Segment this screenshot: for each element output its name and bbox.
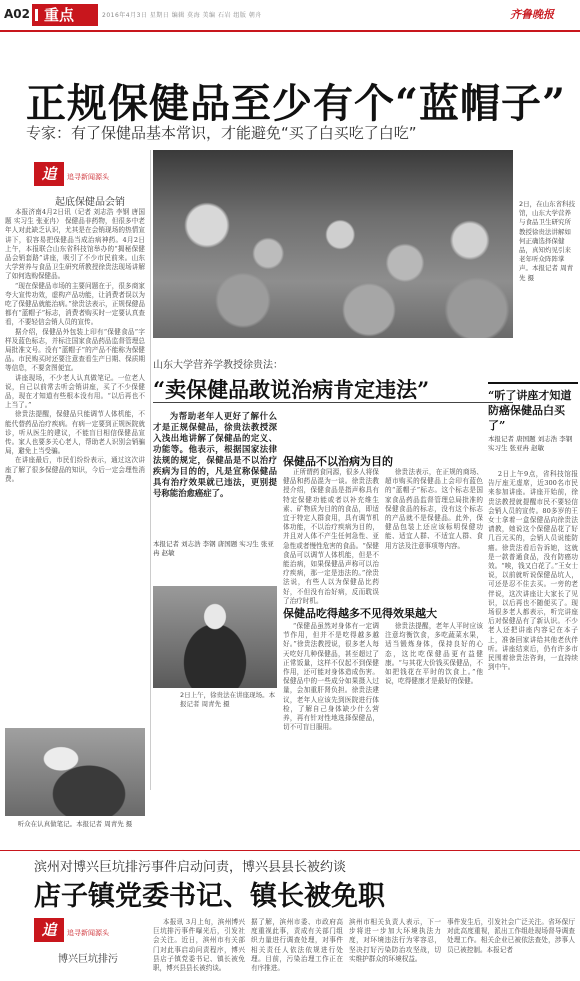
audience-photo-caption: 2日，在山东省科技馆，山东大学营养与食品卫生研究所教授徐贵法讲解如何正确选择保健品，真知灼见引来老年听众阵阵掌声。本报记者 周青先 摄 bbox=[519, 200, 576, 282]
paragraph: “保健品虽然对身体有一定调节作用，但并不是吃得越多越好。”徐贵法教授说，很多老人每天吃好几种保健品，甚至超过了正常饭量，这样不仅起不到保健作用，还可能对身体造成伤害。保健品中的一些成分如果摄入过量，会加重肝肾负担。徐贵法建议，老年人应该先到医院进行体检，了解自己身体缺少什么营养，再有针对性地选择保健品，切不可盲目服用。 bbox=[283, 622, 379, 732]
section-text bbox=[283, 468, 379, 605]
sub-kicker: 山东大学营养学教授徐贵法： bbox=[153, 360, 283, 371]
sub-headline: 专家：有了保健品基本常识，才能避免“买了白买吃了白吃” bbox=[26, 124, 417, 142]
paragraph: 滨州市相关负责人表示，下一步将进一步加大环境执法力度，对环境违法行为零容忍，坚决打好污染防治攻坚战，切实维护群众的环境权益。 bbox=[349, 918, 441, 963]
side-story-text bbox=[488, 470, 578, 840]
section-text bbox=[385, 468, 483, 598]
section-text bbox=[385, 622, 483, 842]
side-story-rule bbox=[488, 382, 578, 384]
section-label: 重点 bbox=[32, 4, 98, 26]
section-title: 保健品不以治病为目的 bbox=[283, 455, 393, 468]
bottom-left-label: 博兴巨坑排污 bbox=[58, 954, 118, 965]
column-divider bbox=[150, 150, 151, 790]
paragraph: 讲座现场，不少老人认真做笔记。一位老人说，自己以前常去听会销讲座，买了不少保健品，现在才知道有些根本没有用。“以后再也不上当了。” bbox=[5, 373, 145, 410]
bottom-headline: 店子镇党委书记、镇长被免职 bbox=[34, 881, 385, 912]
bottom-kicker: 滨州对博兴巨坑排污事件启动问责，博兴县县长被约谈 bbox=[34, 860, 347, 875]
page-number: A02 bbox=[4, 7, 30, 21]
badge-mark: 追 bbox=[34, 162, 64, 186]
paragraph: 2日上午9点，省科技馆报告厅座无虚席，近300名市民来参加讲座。讲座开始前，徐贵法教授就提醒市民不要轻信会销人员的宣传。80多岁的王女士拿着一盒保健品向徐贵法请教，她说这个保健品花了好几百元买的，会销人员说能防癌。徐贵法看后告诉她，这就是一款普通食品，没有防癌功效。“唉，钱又白花了。”王女士说，以前就听说保健品坑人，可还是忍不住去买。一旁的老伴说，这次讲座让大家长了见识，以后再也不随便买了。现场很多老人都表示，听完讲座后对保健品有了新认识。不少老人还把讲座内容记在本子上，准备回家讲给其他老伙伴听。讲座结束后，仍有许多市民围着徐贵法咨询，一直持续到中午。 bbox=[488, 470, 578, 672]
bottom-text bbox=[153, 918, 245, 978]
bottom-text bbox=[251, 918, 343, 978]
speaker-photo-caption: 2日上午，徐贵法在讲座现场。本报记者 周青先 摄 bbox=[180, 691, 276, 709]
paragraph: 正所谓药食同源，很多人将保健品和药品混为一谈。徐贵法教授介绍，保健食品是指声称具有特定保健功能或者以补充维生素、矿物质为目的的食品，即适宜于特定人群食用，具有调节机体功能，不以治疗疾病为目的，并且对人体不产生任何急性、亚急性或者慢性危害的食品。“保健食品可以调节人体机能，但是不能治病，如果保健品声称可以治疗疾病，那一定是违法的。”徐贵法说，有些人以为保健品比药好，不但没有治好病，反而耽误了治疗时机。 bbox=[283, 468, 379, 605]
bottom-story-rule bbox=[0, 850, 580, 851]
main-headline: 正规保健品至少有个“蓝帽子” bbox=[26, 80, 567, 127]
paragraph: 据介绍，保健品外包装上印有“保健食品”字样及蓝色标志，并标注国家食品药品监督管理总局批准文号。没有“蓝帽子”的产品不能称为保健品。市民购买时还要注意查看生产日期、保质期等信息，不要贪图便宜。 bbox=[5, 327, 145, 373]
paragraph: 在讲座最后，市民们纷纷表示，通过这次讲座了解了很多保健品的知识，今后一定会理性消费。 bbox=[5, 456, 145, 483]
badge-text: 追寻新闻源头 bbox=[67, 929, 109, 937]
paragraph: 徐贵法提醒，保健品只能调节人体机能，不能代替药品治疗疾病。有病一定要到正规医院就诊，听从医生的建议，不能盲目相信保健品宣传。家人也要多关心老人，帮助老人识别会销骗局，避免上当受骗。 bbox=[5, 410, 145, 456]
paragraph: 本报济南4月2日讯（记者 刘志浩 李钢 唐国题 实习生 张亚冉） 保健品非药物，但很多中老年人对此缺乏认识，尤其是在会销现场的热情宣讲下，很容易把保健品当成治病神药。4月2日上午，本报联合山东省科技馆举办的“揭秘保健品会销套路”讲座，吸引了不少市民前来。山东大学营养与食品卫生研究所教授徐贵法现场讲解了如何选购保健品。 bbox=[5, 208, 145, 281]
paragraph: 徐贵法表示，在正规的商场、超市购买的保健品上会印有蓝色的“蓝帽子”标志。这个标志是国家食品药品监督管理总局批准的保健食品的标志，没有这个标志的产品就不是保健品。此外，保健品包装上还应该标明保健功能、适宜人群、不适宜人群、食用方法及注意事项等内容。 bbox=[385, 468, 483, 550]
column-badge bbox=[34, 162, 124, 186]
intro-byline: 本报记者 刘志浩 李钢 唐国题 实习生 张亚冉 赵敏 bbox=[153, 540, 274, 557]
intro-text: 为帮助老年人更好了解什么才是正规保健品，徐贵法教授深入浅出地讲解了保健品的定义、功能等。他表示，根据国家法律法规的规定，保健品是不以治疗疾病为目的的，凡是宣称保健品具有治疗效果就已违法，更别提号称能治愈癌症了。 bbox=[153, 411, 277, 498]
elder-photo bbox=[5, 728, 145, 816]
badge-text: 追寻新闻源头 bbox=[67, 173, 109, 181]
sub-headline-rule bbox=[153, 402, 513, 403]
paragraph: “现在保健品市场的主要问题在于，很多商家夸大宣传功效，虚构产品功能，让消费者误以为吃了保健品就能治病。”徐贵法表示，正规保健品都有“蓝帽子”标志，消费者购买时一定要认真查看，不要轻信会销人员的宣传。 bbox=[5, 281, 145, 327]
side-story-byline: 本报记者 唐国题 刘志浩 李钢 实习生 张亚冉 赵敏 bbox=[488, 435, 573, 452]
date-line: 2016年4月3日 星期日 编辑 莫海 美编 石岩 组版 朝舟 bbox=[102, 12, 262, 19]
intro-summary bbox=[153, 411, 277, 499]
paragraph: 据了解，滨州市委、市政府高度重视此事，责成有关部门组织力量进行调查处理，对事件相关责任人依法依规进行处理。目前，污染治理工作正在有序推进。 bbox=[251, 918, 343, 973]
column-kicker: 起底保健品会销 bbox=[55, 197, 125, 208]
newspaper-logo: 齐鲁晚报 bbox=[510, 8, 554, 21]
section-title: 保健品吃得越多不见得效果越大 bbox=[283, 607, 437, 620]
bottom-text bbox=[349, 918, 441, 978]
badge-mark: 追 bbox=[34, 918, 64, 942]
left-article bbox=[5, 208, 145, 722]
section-text bbox=[283, 622, 379, 842]
paragraph: 事件发生后，引发社会广泛关注。省环保厅对此高度重视，派出工作组赴现场督导调查处理工作。相关企业已被依法查处，涉事人员已被控制。本报记者 bbox=[447, 918, 575, 954]
paragraph: 本报讯 3月上旬，滨州博兴巨坑排污事件曝光后，引发社会关注。近日，滨州市有关部门对此事启动问责程序，博兴县店子镇党委书记、镇长被免职，博兴县县长被约谈。 bbox=[153, 918, 245, 973]
bottom-badge bbox=[34, 918, 124, 942]
side-story-headline: “听了讲座才知道防癌保健品白买了” bbox=[488, 389, 572, 432]
paragraph: 徐贵法提醒，老年人平时应该注意均衡饮食，多吃蔬菜水果，适当锻炼身体，保持良好的心态，这比吃保健品更有益健康。“与其花大价钱买保健品，不如把钱花在平时的饮食上。”他说，吃得健康才是最好的保健。 bbox=[385, 622, 483, 686]
sub-story-headline: “卖保健品敢说治病肯定违法” bbox=[153, 377, 430, 402]
audience-photo bbox=[153, 150, 513, 338]
elder-photo-caption: 听众在认真做笔记。本报记者 周青先 摄 bbox=[17, 820, 133, 828]
header-rule bbox=[0, 30, 580, 32]
speaker-photo bbox=[153, 586, 277, 688]
bottom-text bbox=[447, 918, 575, 978]
